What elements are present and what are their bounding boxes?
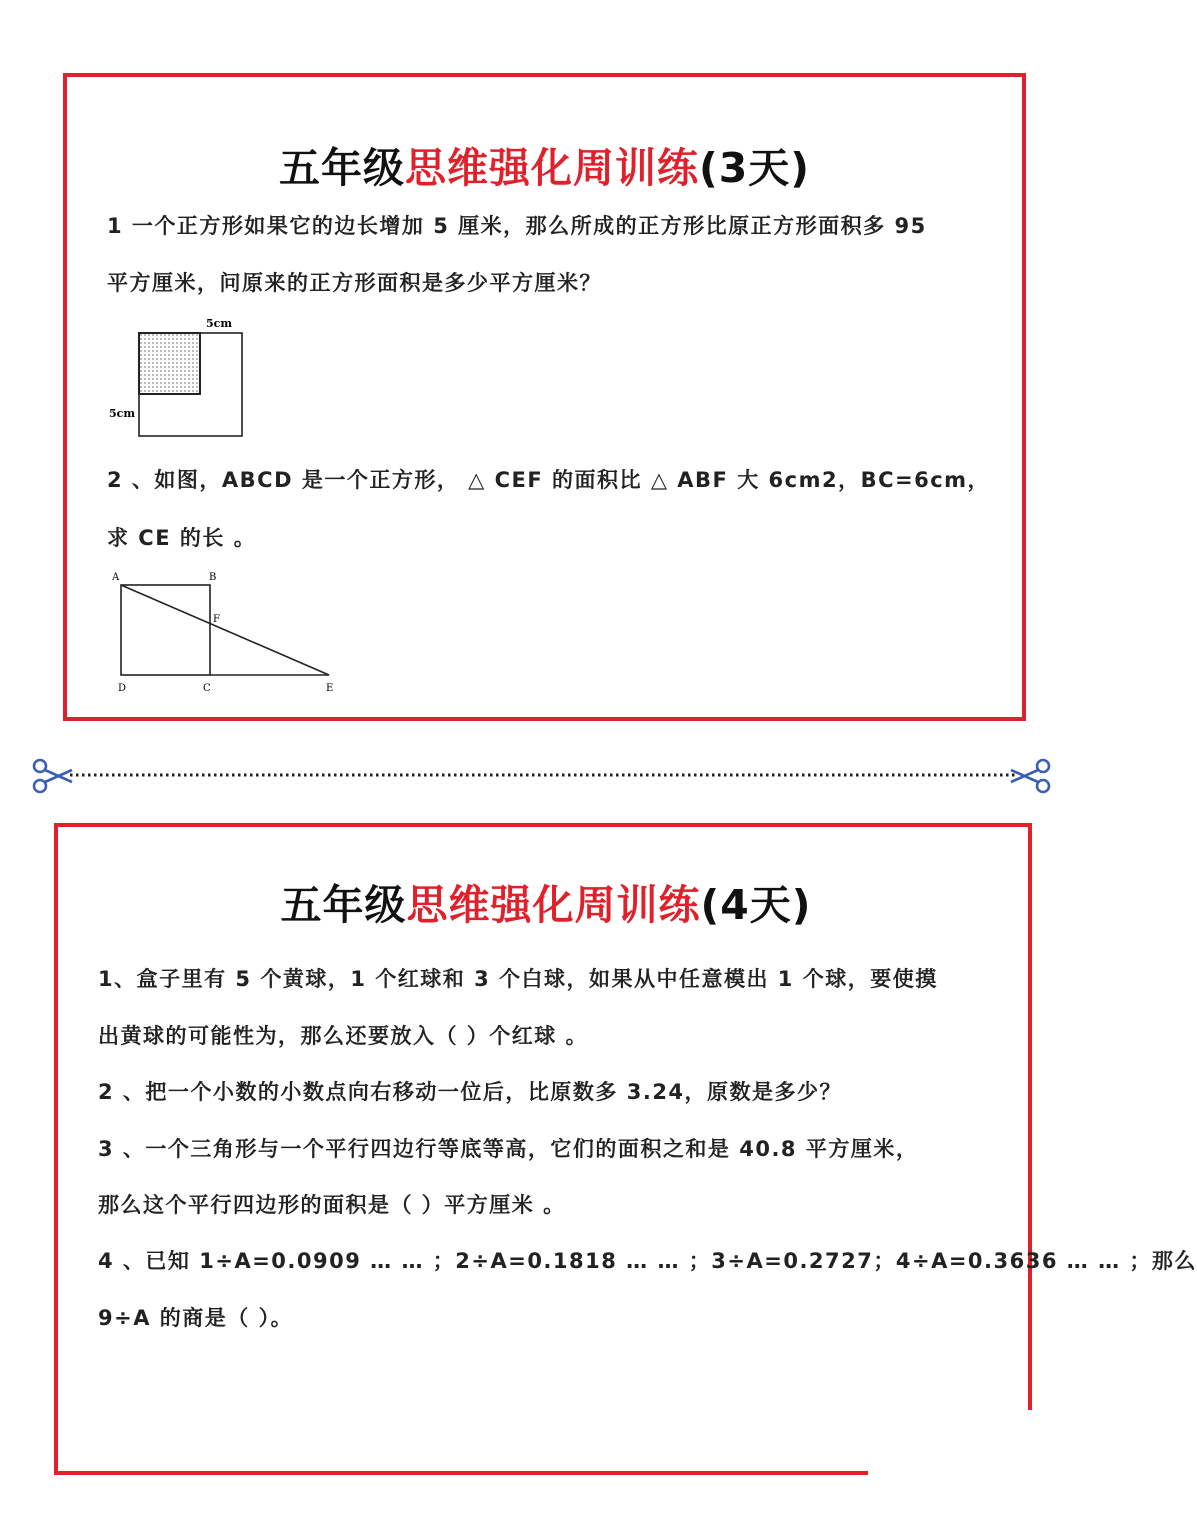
title-highlight: 思维强化周训练 [406, 881, 701, 929]
question-4-line-2: 9÷A 的商是（ ）。 [98, 1306, 294, 1330]
square-abcd [121, 585, 210, 675]
question-2-line-1: 2 、如图，ABCD 是一个正方形， △ CEF 的面积比 △ ABF 大 6cm2，BC=6cm， [107, 468, 991, 492]
label-top-5cm: 5cm [206, 317, 232, 330]
border-bottom [54, 1471, 868, 1475]
label-d: D [118, 683, 127, 694]
question-1-line-2: 出黄球的可能性为，那么还要放入（ ）个红球 。 [98, 1024, 589, 1048]
worksheet-title [64, 872, 1028, 931]
label-a: A [112, 572, 120, 583]
cut-line [0, 748, 1080, 804]
question-2-line-2: 求 CE 的长 。 [107, 526, 257, 550]
question-2-line-1: 2 、把一个小数的小数点向右移动一位后，比原数多 3.24，原数是多少？ [98, 1080, 843, 1104]
segment-ae [121, 585, 329, 675]
square-growth-figure [103, 313, 253, 441]
label-left-5cm: 5cm [109, 407, 135, 420]
title-prefix: 五年级 [280, 881, 407, 929]
scissors-icon [34, 760, 72, 792]
title-highlight: 思维强化周训练 [404, 144, 699, 192]
title-prefix: 五年级 [278, 144, 405, 192]
question-4-line-1: 4 、已知 1÷A=0.0909 … … ；2÷A=0.1818 … … ；3÷A=0.2727；4÷A=0.3636 … … ；那么 [98, 1249, 1197, 1273]
worksheet-day4 [54, 823, 1197, 1471]
question-3-line-2: 那么这个平行四边形的面积是（ ）平方厘米 。 [98, 1193, 566, 1217]
question-1-line-2: 平方厘米，问原来的正方形面积是多少平方厘米？ [107, 271, 602, 295]
label-e: E [326, 683, 334, 694]
worksheet-day3 [63, 73, 1026, 721]
square-triangle-figure [103, 569, 343, 695]
original-square [139, 333, 200, 394]
worksheet-title [67, 135, 1022, 194]
label-b: B [209, 572, 217, 583]
border-right [1028, 823, 1032, 1410]
question-3-line-1: 3 、一个三角形与一个平行四边行等底等高，它们的面积之和是 40.8 平方厘米， [98, 1137, 919, 1161]
question-1-line-1: 1 一个正方形如果它的边长增加 5 厘米，那么所成的正方形比原正方形面积多 95 [107, 214, 927, 238]
question-1-line-1: 1、盒子里有 5 个黄球，1 个红球和 3 个白球，如果从中任意模出 1 个球，要使摸 [98, 967, 938, 991]
title-suffix: (4天) [700, 881, 812, 929]
title-suffix: (3天) [698, 144, 810, 192]
scissors-icon-right [1011, 760, 1049, 792]
label-c: C [203, 683, 211, 694]
label-f: F [213, 614, 220, 625]
